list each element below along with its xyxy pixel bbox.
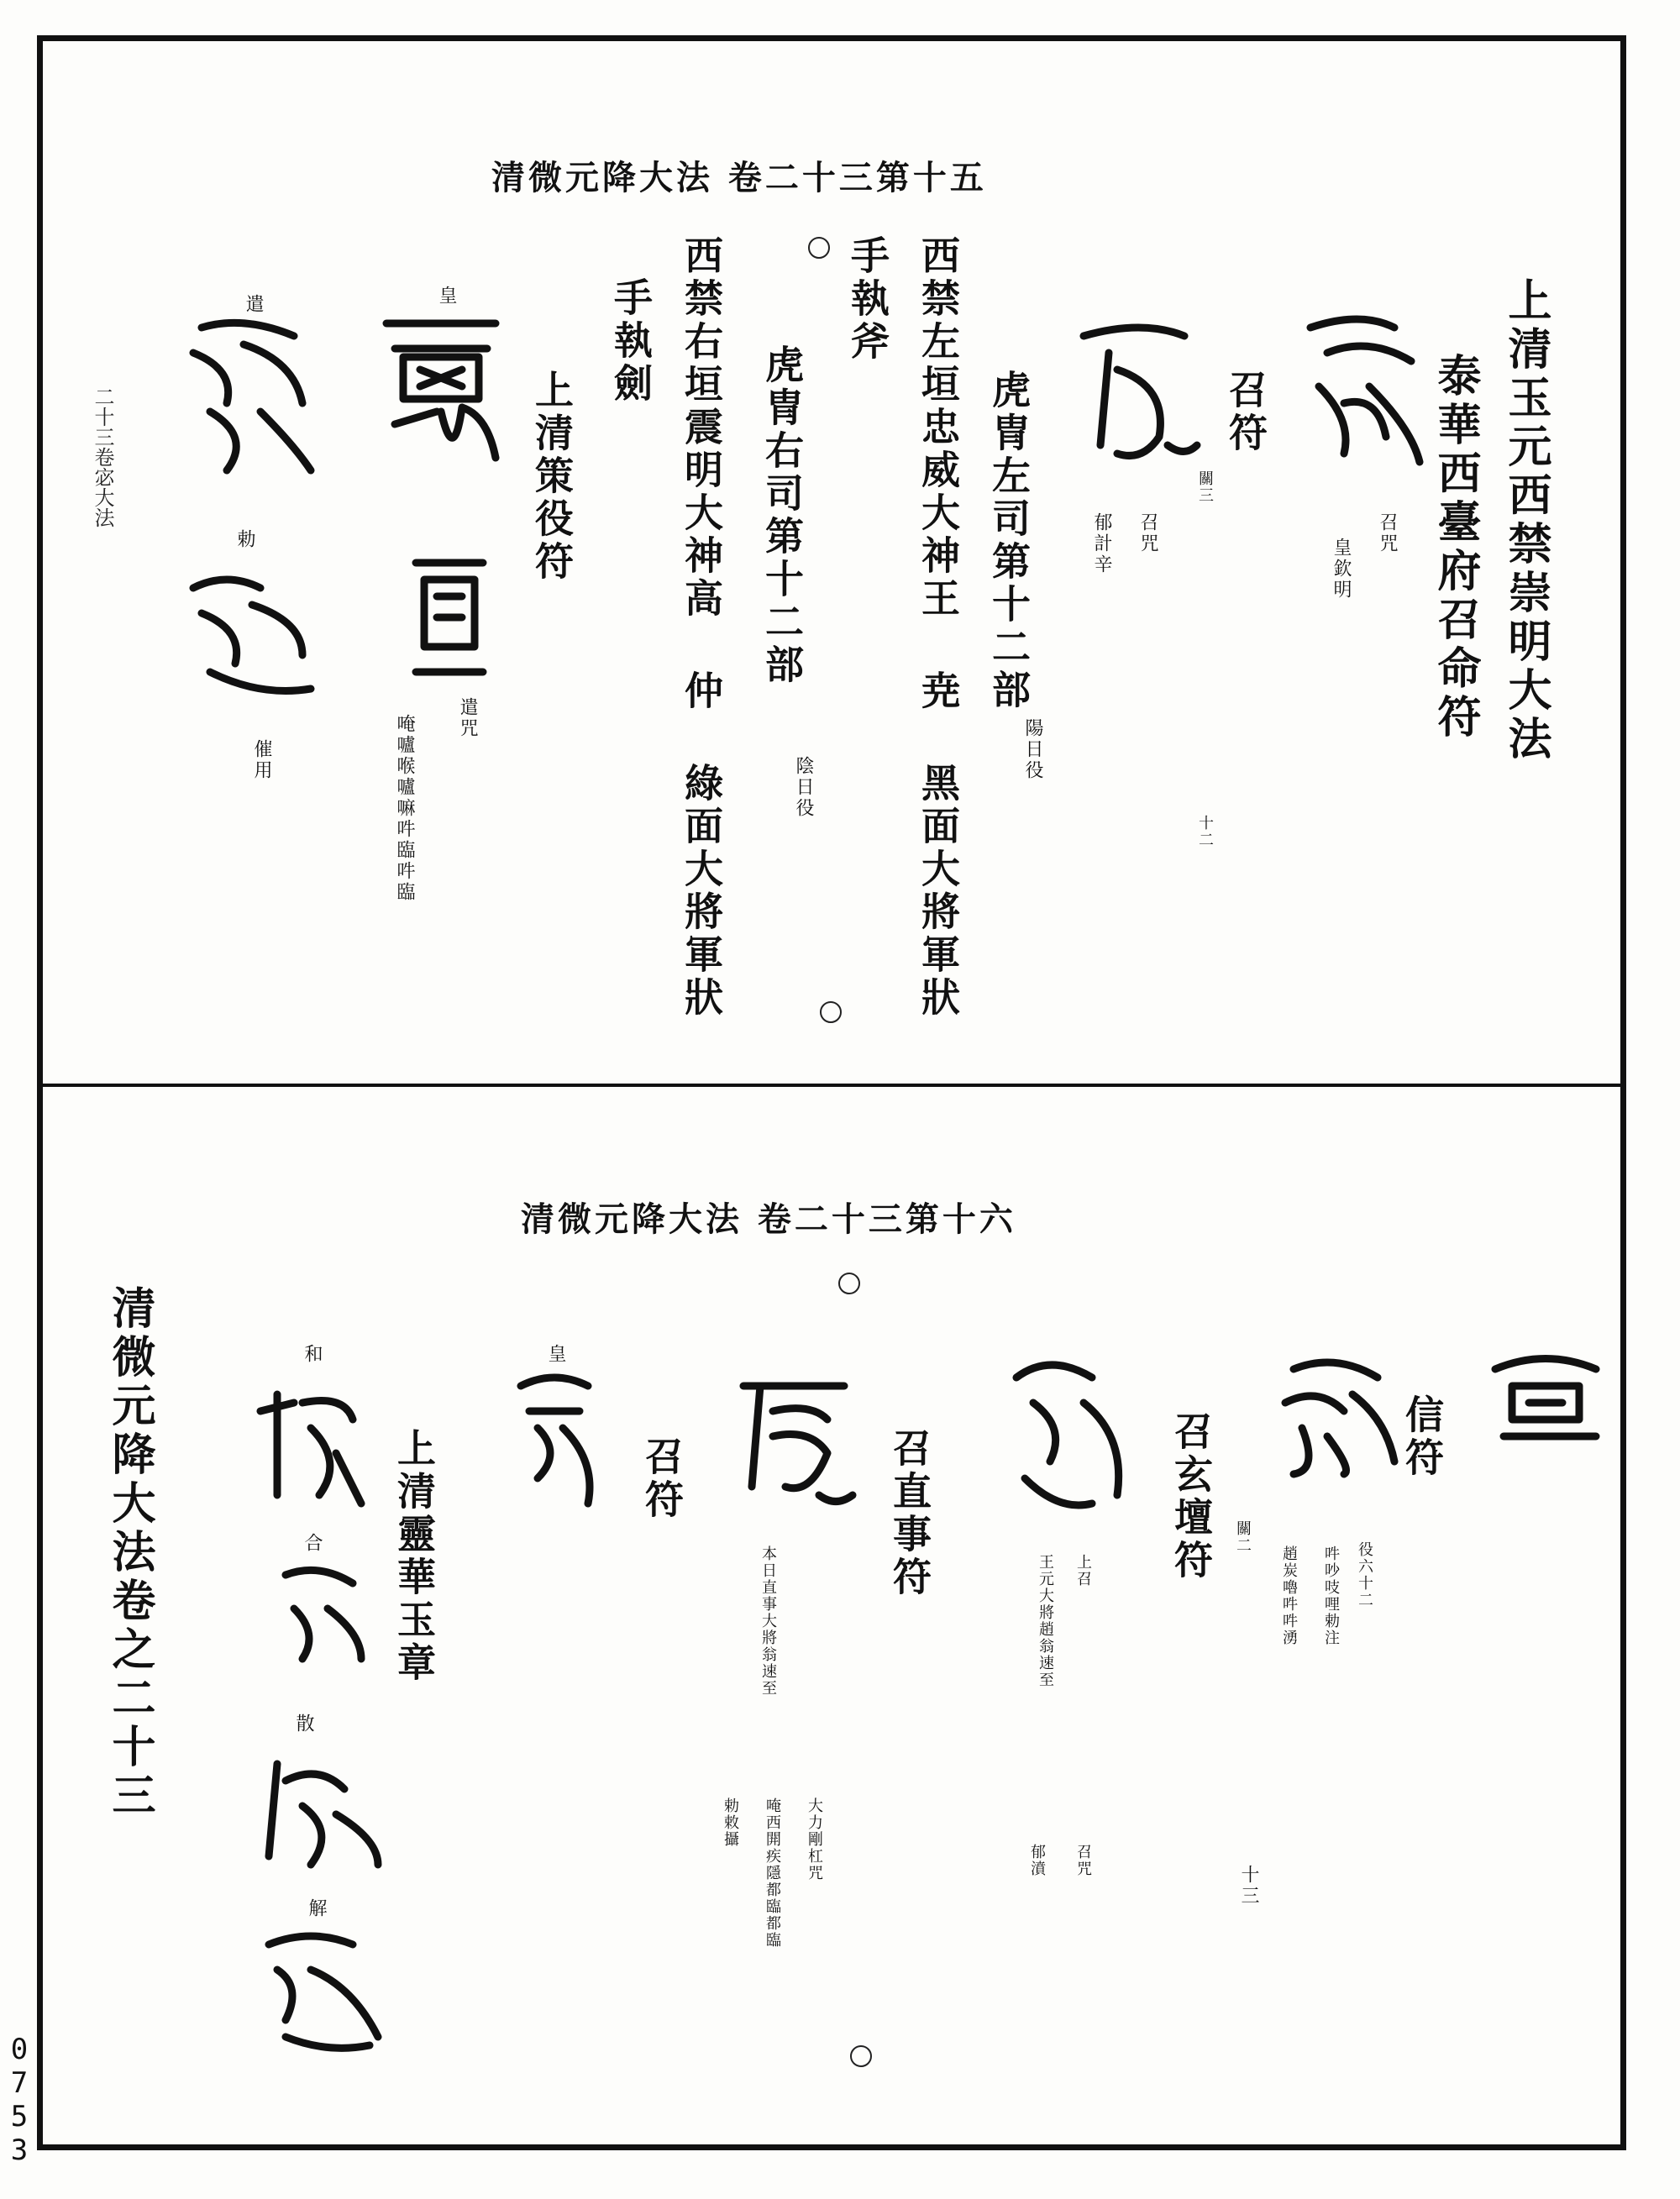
talisman-glyph (252, 1919, 386, 2054)
note: 遣咒 (457, 697, 478, 739)
note: 趙炭嚕吽吽湧 (1280, 1546, 1298, 1646)
note: 吽吵吱哩勅注 (1322, 1546, 1340, 1646)
note: 催用 (251, 739, 272, 781)
page-number (3, 2033, 36, 2167)
note: 遣 (243, 294, 264, 315)
top-col-subtitle: 泰華西臺府召命符 (1430, 353, 1481, 743)
note: 關二 (1234, 1520, 1252, 1554)
note: 解 (306, 1898, 327, 1919)
talisman-glyph (1294, 302, 1428, 479)
talisman-glyph (1268, 1352, 1403, 1478)
note: 唵西䦕疾隱都臨都臨 (764, 1798, 781, 1949)
note: 和 (302, 1344, 323, 1365)
note: 皇 (436, 286, 457, 307)
talisman-glyph (370, 307, 512, 475)
note: 大力剛杠咒 (806, 1798, 823, 1881)
note: 十三 (1238, 1865, 1259, 1907)
top-header: 清微元降大法 卷二十三第十五 (491, 158, 987, 197)
top-col-huzhou-left: 虎冑左司第十二部 (986, 370, 1032, 712)
punch-hole-mark (850, 2045, 872, 2067)
talisman-glyph (252, 1747, 386, 1873)
bottom-header: 清微元降大法 卷二十三第十六 (521, 1199, 1016, 1239)
talisman-glyph (176, 311, 319, 479)
note: 上召 (1074, 1554, 1092, 1588)
note: 陽日役 (1022, 718, 1043, 781)
talisman-glyph (1487, 1344, 1604, 1445)
top-col-hand-sword: 手執劍 (608, 277, 654, 406)
note: 召咒 (1377, 512, 1398, 554)
note: 散 (293, 1714, 314, 1735)
page-number-text: 0753 (3, 2033, 36, 2167)
talisman-glyph (504, 1369, 605, 1512)
top-col-zhaofu: 召符 (1223, 370, 1268, 455)
handwritten-margin-note: 二十三卷宓大法 (91, 386, 114, 527)
note: 唵嚧喉嚧嘛吽臨吽臨 (394, 714, 415, 903)
top-col-hand-axe: 手執斧 (845, 235, 890, 364)
top-col-left-god: 西禁左垣忠威大神王 尭 黑面大將軍狀 (916, 235, 961, 1020)
punch-hole-mark (838, 1273, 860, 1294)
note: 郁濆 (1028, 1844, 1046, 1877)
note: 皇欽明 (1331, 538, 1352, 601)
punch-hole-mark (820, 1001, 842, 1023)
page-divider (37, 1084, 1626, 1087)
top-col-huzhou-right: 虎冑右司第十二部 (759, 344, 805, 687)
note: 役六十二 (1356, 1541, 1373, 1609)
bottom-col-zhaofu: 召符 (639, 1436, 685, 1522)
note: 皇 (545, 1344, 566, 1365)
talisman-glyph (399, 546, 500, 689)
note: 合 (302, 1533, 323, 1554)
note: 郁計辛 (1091, 512, 1112, 575)
bottom-col-xuantan: 召玄壇符 (1168, 1411, 1214, 1582)
note: 勅 (234, 529, 255, 550)
bottom-col-xinfu: 信符 (1399, 1394, 1445, 1480)
note: 勅敕攝 (722, 1798, 739, 1848)
top-col-title: 上清玉元西禁崇明大法 (1500, 277, 1551, 764)
bottom-col-volume-title: 清微元降大法卷之二十三 (104, 1285, 155, 1821)
note: 王元大將趙翁速至 (1037, 1554, 1054, 1688)
bottom-col-zhishi-fu: 召直事符 (887, 1428, 932, 1599)
note: 召咒 (1137, 512, 1158, 554)
talisman-glyph (1067, 319, 1201, 470)
note: 陰日役 (793, 756, 814, 819)
top-col-right-god: 西禁右垣震明大神高 仲 綠面大將軍狀 (679, 235, 724, 1020)
talisman-glyph (1000, 1352, 1142, 1520)
note: 本日直事大將翁速至 (759, 1546, 777, 1697)
talisman-glyph (727, 1369, 861, 1512)
note: 召咒 (1074, 1844, 1092, 1877)
punch-hole-mark (808, 237, 830, 259)
note: 關三 (1196, 470, 1214, 504)
talisman-glyph (252, 1378, 370, 1512)
talisman-glyph (176, 554, 319, 714)
bottom-col-lingua-yuzhang: 上清靈華玉章 (391, 1428, 437, 1685)
note: 十二 (1196, 815, 1214, 848)
talisman-glyph (269, 1558, 378, 1667)
top-col-ceyi-fu: 上清策役符 (529, 370, 575, 584)
